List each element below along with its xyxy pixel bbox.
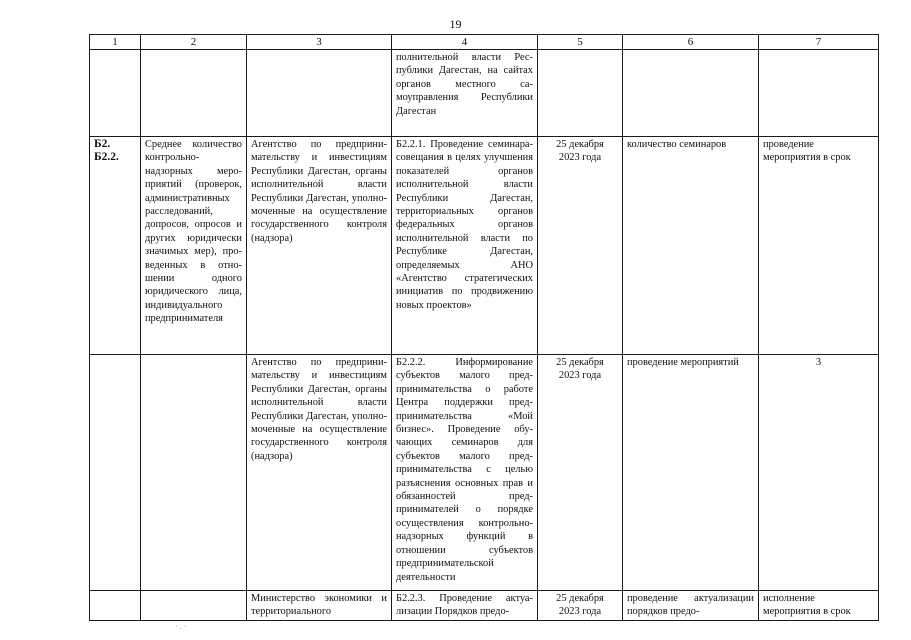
cell-responsible: Агентство по предпринимательству и инвестициям Республики Дагестан, органы исполнительной власти Республики Дагестан, уполномоченные на осуществление государственного контроля (надзора) [247,355,392,591]
col-header-6: 6 [623,35,759,50]
cell-indicator [141,355,247,591]
table-row [90,355,879,591]
scan-artifact: ·.· [175,622,189,631]
cell-indicator-code: Б2. Б2.2. [90,137,141,355]
col-header-1: 1 [90,35,141,50]
cell-measure: полнительной власти Республики Дагестан, на сайтах органов местного самоуправления Республики Дагестан [392,50,538,137]
cell-deadline [538,50,623,137]
cell-deadline: 25 декабря 2023 года [538,355,623,591]
cell-responsible: Агентство по предпринимательству и инвестициям Республики Дагестан, органы исполнительной власти Республики Дагестан, уполномоченные на осуществление государственного контроля (надзора) [247,137,392,355]
cell-measure: Б2.2.3. Проведение актуализации Порядков предо- [392,591,538,621]
cell-target: 3 [759,355,879,591]
cell-measure: Б2.2.1. Проведение семинара-совещания в целях улучшения показателей органов исполнительной власти Республики Дагестан, территориальных органов федеральных органов исполнительной власти по Республике Дагестан, определяемых АНО «Агентство стратегических инициатив по продвижению новых проектов» [392,137,538,355]
cell-indicator [141,591,247,621]
cell-responsible: Министерство экономики и территориального [247,591,392,621]
cell-indicator-code [90,50,141,137]
table-row [90,50,879,137]
col-header-2: 2 [141,35,247,50]
cell-result: проведение мероприятий [623,355,759,591]
cell-result: проведение актуализации порядков предо- [623,591,759,621]
cell-indicator-code [90,355,141,591]
cell-result: количество семинаров [623,137,759,355]
measures-table [89,34,879,621]
cell-indicator [141,50,247,137]
cell-target: исполнение мероприятия в срок [759,591,879,621]
table-row [90,137,879,355]
col-header-3: 3 [247,35,392,50]
col-header-7: 7 [759,35,879,50]
cell-indicator: Среднее количество контрольно-надзорных мероприятий (проверок, административных расследований, допросов, опросов и других юридически значимых мер), проведенных в отношении одного юридического лица, индивидуального предпринимателя [141,137,247,355]
table-row [90,591,879,621]
cell-indicator-code [90,591,141,621]
col-header-4: 4 [392,35,538,50]
column-number-row [90,35,879,50]
cell-deadline: 25 декабря 2023 года [538,137,623,355]
cell-result [623,50,759,137]
cell-deadline: 25 декабря 2023 года [538,591,623,621]
col-header-5: 5 [538,35,623,50]
cell-target: проведение мероприятия в срок [759,137,879,355]
page-number: 19 [449,17,462,31]
cell-target [759,50,879,137]
cell-responsible [247,50,392,137]
cell-measure: Б2.2.2. Информирование субъектов малого предпринимательства о работе Центра поддержки предпринимательства «Мой бизнес». Проведение обучающих семинаров для субъектов малого предпринимательства с целью разъяснения основных прав и обязанностей предпринимателей о порядке осуществления контрольно-надзорных функций в отношении субъектов предпринимательской деятельности [392,355,538,591]
